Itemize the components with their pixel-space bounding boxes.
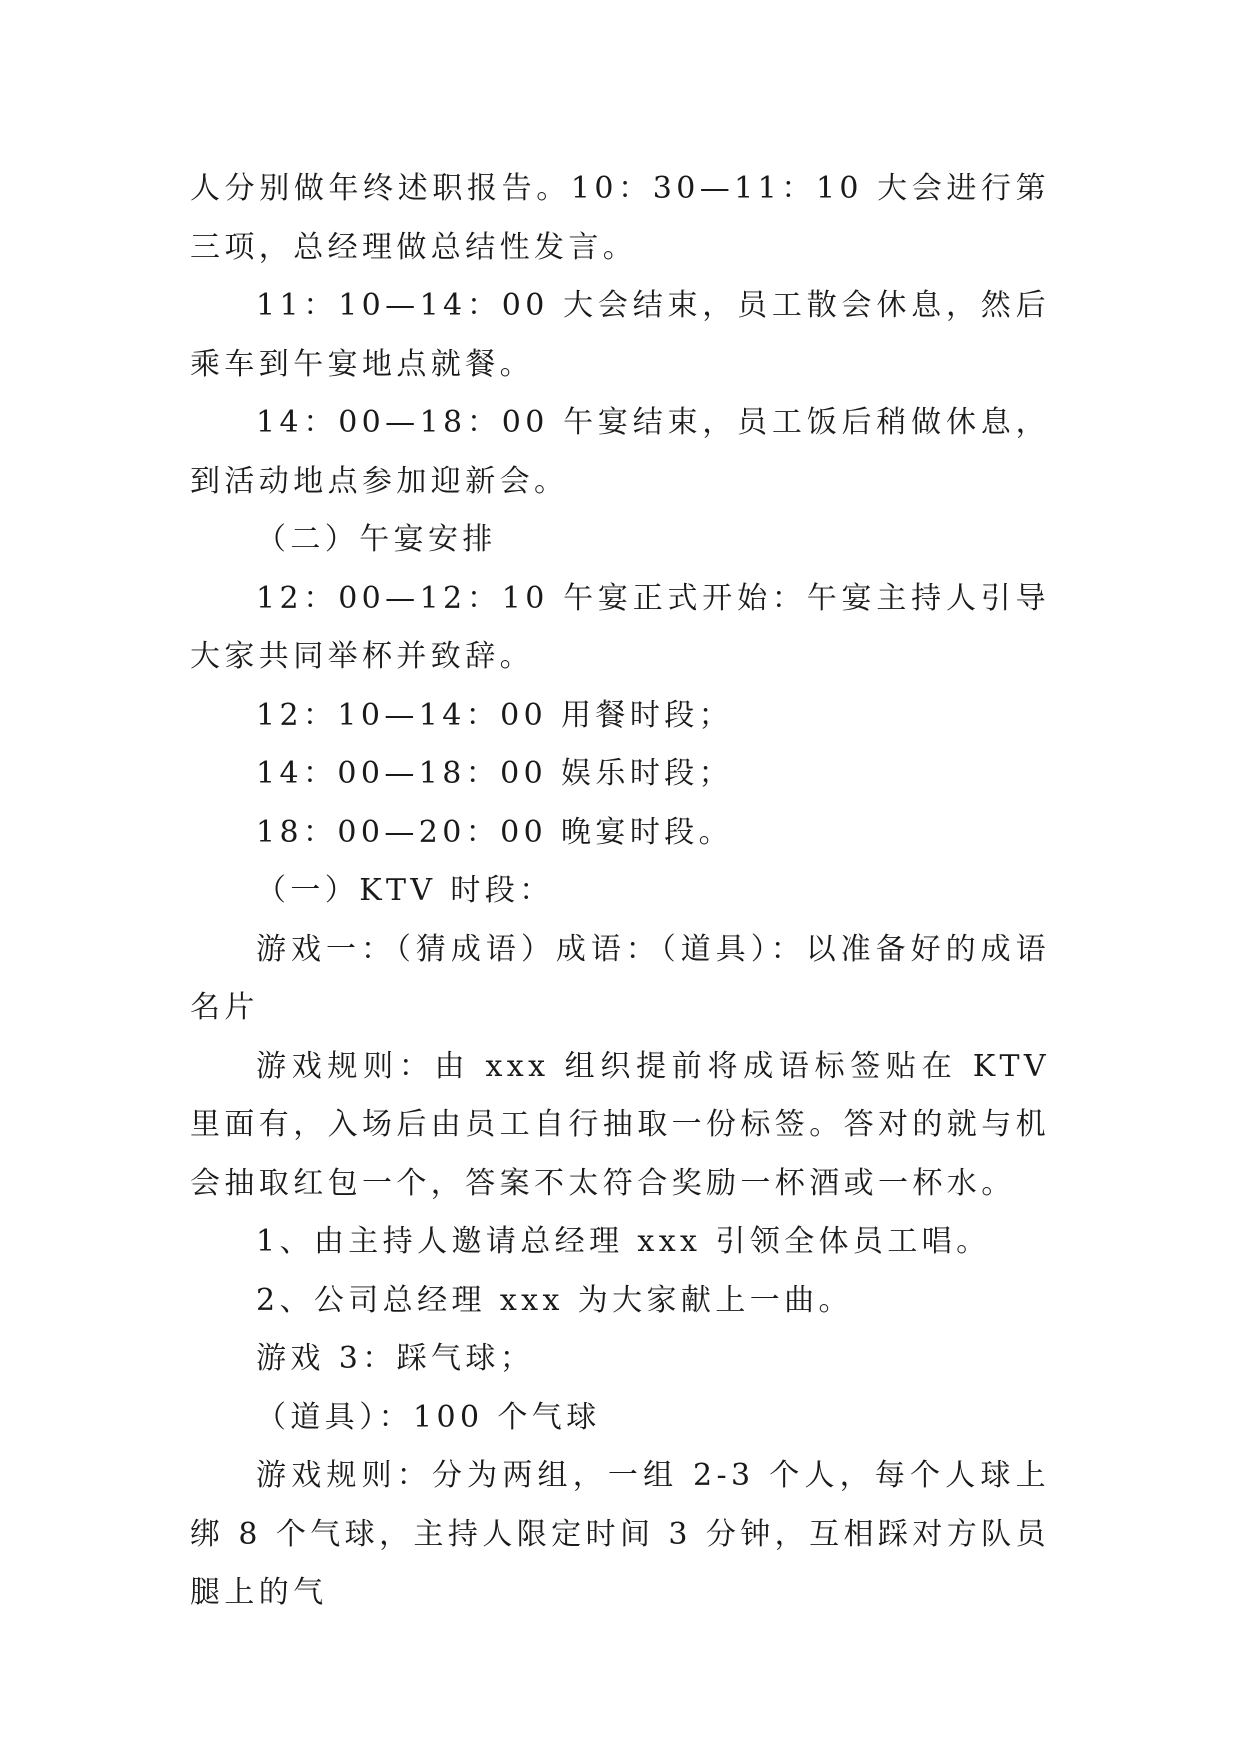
game-three-title: 游戏 3：踩气球； (256, 1341, 535, 1376)
paragraph-1: 人分别做年终述职报告。10：30—11：10 大会进行第三项，总经理做总结性发言。 (190, 171, 1050, 265)
game-one-rules: 游戏规则：由 xxx 组织提前将成语标签贴在 KTV 里面有，入场后由员工自行抽取一份标签。答对的就与机会抽取红包一个，答案不太符合奖励一杯酒或一杯水。 (190, 1048, 1050, 1201)
paragraph-5: 12：00—12：10 午宴正式开始：午宴主持人引导大家共同举杯并致辞。 (190, 580, 1050, 674)
game-three-props: （道具）：100 个气球 (256, 1399, 601, 1435)
schedule-item-dinner: 18：00—20：00 晚宴时段。 (256, 814, 734, 850)
section-heading-ktv: （一）KTV 时段： (256, 873, 554, 908)
list-item-2: 2、公司总经理 xxx 为大家献上一曲。 (256, 1282, 853, 1318)
section-heading-lunch: （二）午宴安排 (256, 522, 497, 557)
list-item-1: 1、由主持人邀请总经理 xxx 引领全体员工唱。 (256, 1224, 991, 1259)
paragraph-3: 14：00—18：00 午宴结束，员工饭后稍做休息，到活动地点参加迎新会。 (190, 405, 1050, 499)
game-one-description: 游戏一：（猜成语）成语：（道具）：以准备好的成语名片 (190, 931, 1050, 1025)
schedule-item-dining: 12：10—14：00 用餐时段； (256, 697, 734, 733)
paragraph-2: 11：10—14：00 大会结束，员工散会休息，然后乘车到午宴地点就餐。 (190, 288, 1050, 382)
document-body (190, 160, 1050, 1623)
schedule-item-entertainment: 14：00—18：00 娱乐时段； (256, 756, 734, 791)
game-three-rules: 游戏规则：分为两组，一组 2-3 个人，每个人球上绑 8 个气球，主持人限定时间 3 分钟，互相踩对方队员腿上的气 (190, 1458, 1050, 1610)
